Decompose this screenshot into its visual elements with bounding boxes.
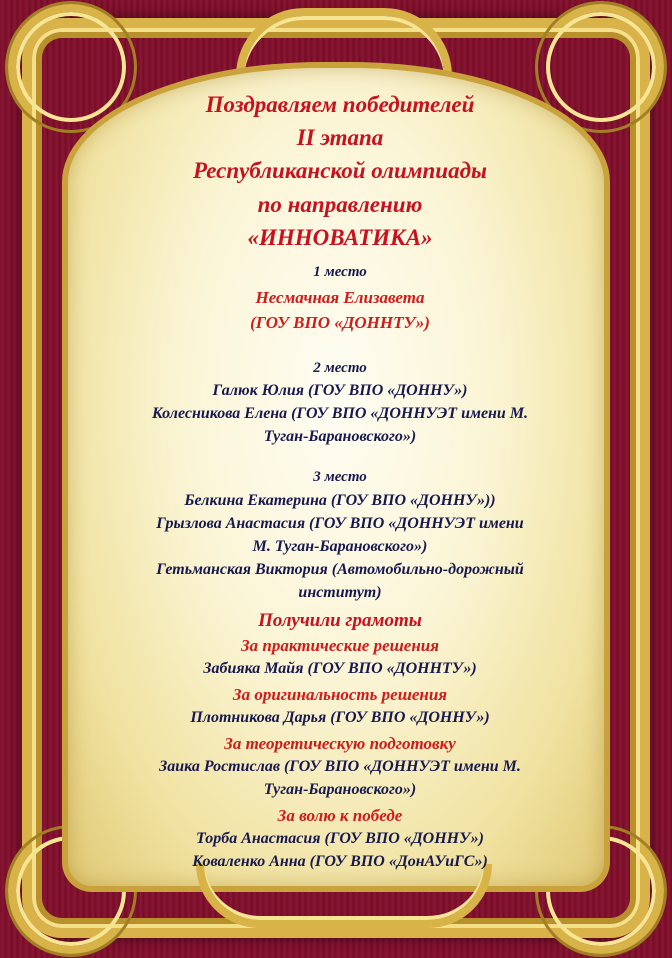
award-category-will: За волю к победе <box>277 806 403 825</box>
first-place-name: Несмачная Елизавета <box>255 288 425 307</box>
third-place-line: Гетьманская Виктория (Автомобильно-дорожный <box>156 561 524 578</box>
second-place-line: Туган-Барановского») <box>263 428 417 445</box>
third-place-line: М. Туган-Барановского») <box>252 538 428 555</box>
second-place-label: 2 место <box>313 360 367 376</box>
second-place-line: Галюк Юлия (ГОУ ВПО «ДОННУ») <box>212 382 468 399</box>
award-winner: Туган-Барановского») <box>263 781 417 798</box>
third-place-label: 3 место <box>313 469 367 485</box>
award-winner: Плотникова Дарья (ГОУ ВПО «ДОННУ») <box>190 709 490 726</box>
second-place-line: Колесникова Елена (ГОУ ВПО «ДОННУЭТ имени М. <box>151 405 529 422</box>
award-winner: Торба Анастасия (ГОУ ВПО «ДОННУ») <box>196 830 484 847</box>
title-line-4: по направлению <box>257 192 423 217</box>
third-place-line: Грызлова Анастасия (ГОУ ВПО «ДОННУЭТ имени <box>156 515 524 532</box>
award-winner: Коваленко Анна (ГОУ ВПО «ДонАУиГС») <box>192 853 488 870</box>
title-line-5: «ИННОВАТИКА» <box>247 225 433 250</box>
title-line-2: II этапа <box>296 125 384 150</box>
title-line-1: Поздравляем победителей <box>205 92 475 117</box>
third-place-line: институт) <box>298 584 382 601</box>
award-winner: Заика Ростислав (ГОУ ВПО «ДОННУЭТ имени М. <box>159 758 521 775</box>
first-place-label: 1 место <box>313 264 367 280</box>
award-winner: Забияка Майя (ГОУ ВПО «ДОННТУ») <box>203 660 477 677</box>
award-category-original: За оригинальность решения <box>232 685 448 704</box>
award-category-practical: За практические решения <box>241 636 439 655</box>
award-category-theory: За теоретическую подготовку <box>224 734 456 753</box>
title-line-3: Республиканской олимпиады <box>193 158 487 183</box>
first-place-org: (ГОУ ВПО «ДОННТУ») <box>250 313 430 332</box>
third-place-line: Белкина Екатерина (ГОУ ВПО «ДОННУ»)) <box>184 492 496 509</box>
diplomas-heading: Получили грамоты <box>258 610 422 631</box>
